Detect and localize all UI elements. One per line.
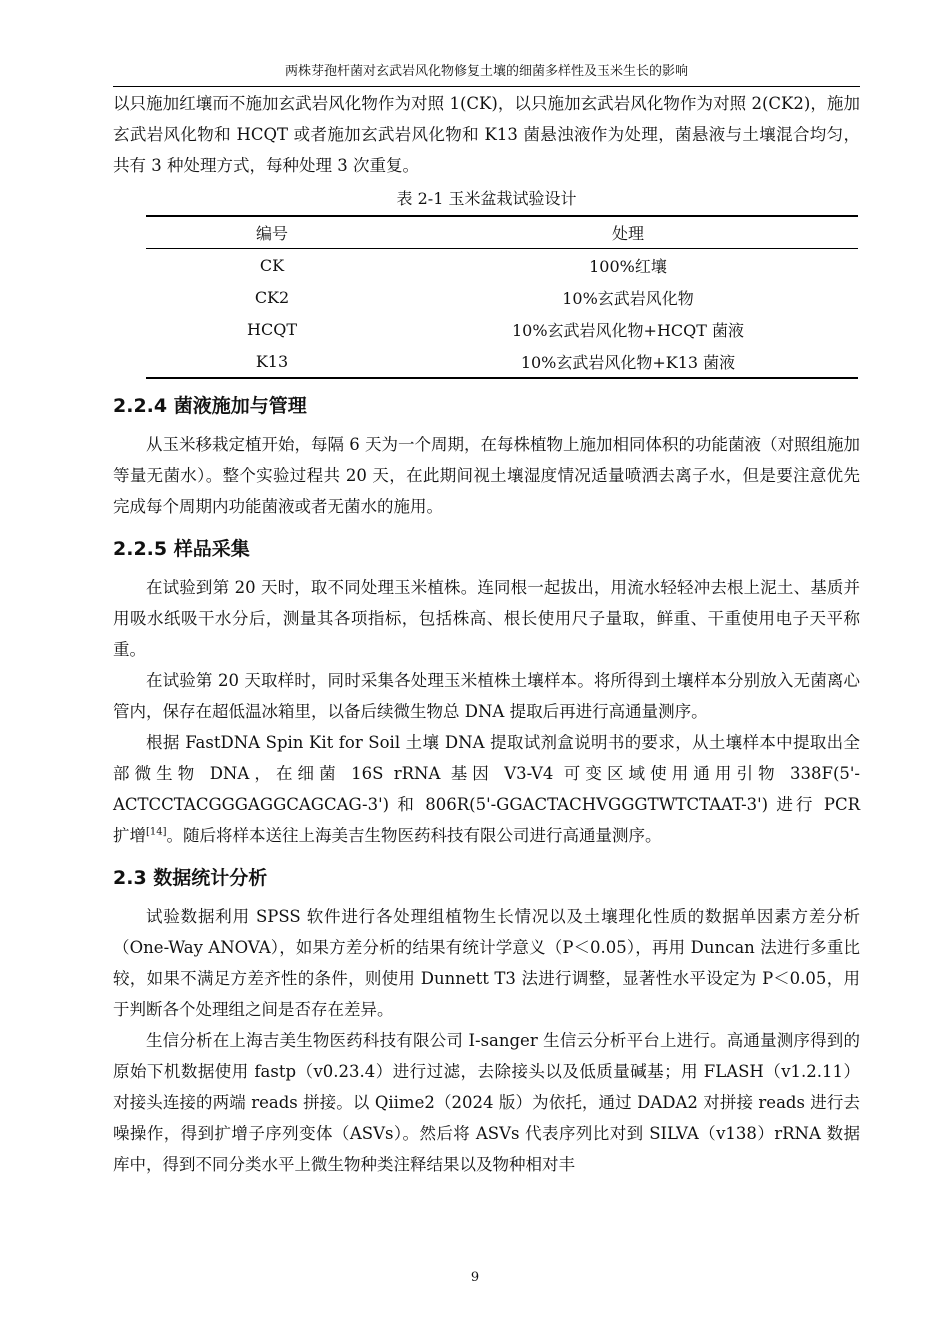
design-table bbox=[146, 215, 858, 379]
table-row bbox=[146, 345, 858, 378]
running-header bbox=[113, 62, 860, 87]
cell-id: HCQT bbox=[247, 319, 297, 339]
paragraph-text: 根据 FastDNA Spin Kit for Soil 土壤 DNA 提取试剂盒说明书的要求，从土壤样本中提取出全部微生物 DNA，在细菌 16S rRNA 基因 V3-V4 可变区域使用通用引物 338F(5'-ACTCCTACGGGAGGCAGCAG-3') 和 806R(5'-GGACTACHVGGGTWTCTAAT-3') 进行 PCR 扩增 bbox=[113, 733, 860, 845]
intro-paragraph: 以只施加红壤而不施加玄武岩风化物作为对照 1(CK)，以只施加玄武岩风化物作为对照 2(CK2)，施加玄武岩风化物和 HCQT 或者施加玄武岩风化物和 K13 菌悬浊液作为处理，菌悬液与土壤混合均匀，共有 3 种处理方式，每种处理 3 次重复。 bbox=[113, 94, 860, 175]
paragraph-text: 。随后将样本送往上海美吉生物医药科技有限公司进行高通量测序。 bbox=[166, 826, 662, 845]
table-row bbox=[146, 249, 858, 282]
column-header-treatment: 处理 bbox=[398, 216, 858, 249]
section-heading-2-2-5: 2.2.5 样品采集 bbox=[113, 538, 250, 560]
cell-id: K13 bbox=[255, 351, 289, 371]
paragraph: 试验数据利用 SPSS 软件进行各处理组植物生长情况以及土壤理化性质的数据单因素方差分析（One-Way ANOVA），如果方差分析的结果有统计学意义（P＜0.05），再用 Duncan 法进行多重比较，如果不满足方差齐性的条件，则使用 Dunnett T3 法进行调整，显著性水平设定为 P＜0.05，用于判断各个处理组之间是否存在差异。 bbox=[113, 907, 860, 1019]
cell-treatment: 10%玄武岩风化物 bbox=[562, 288, 694, 308]
table-caption: 表 2-1 玉米盆栽试验设计 bbox=[396, 189, 577, 208]
section-heading-2-3: 2.3 数据统计分析 bbox=[113, 867, 268, 889]
cell-id: CK bbox=[259, 255, 285, 275]
paragraph: 生信分析在上海吉美生物医药科技有限公司 I-sanger 生信云分析平台上进行。高通量测序得到的原始下机数据使用 fastp（v0.23.4）进行过滤，去除接头以及低质量碱基；用 FLASH（v1.2.11）对接头连接的两端 reads 拼接。以 Qiime2（2024 版）为依托，通过 DADA2 对拼接 reads 进行去噪操作，得到扩增子序列变体（ASVs）。然后将 ASVs 代表序列比对到 SILVA（v138）rRNA 数据库中，得到不同分类水平上微生物种类注释结果以及物种相对丰 bbox=[113, 1031, 860, 1174]
paragraph: 从玉米移栽定植开始，每隔 6 天为一个周期，在每株植物上施加相同体积的功能菌液（对照组施加等量无菌水）。整个实验过程共 20 天，在此期间视土壤湿度情况适量喷洒去离子水，但是要注意优先完成每个周期内功能菌液或者无菌水的施用。 bbox=[113, 435, 860, 516]
page-number: 9 bbox=[470, 1270, 480, 1285]
running-title: 两株芽孢杆菌对玄武岩风化物修复土壤的细菌多样性及玉米生长的影响 bbox=[284, 64, 688, 79]
table-row bbox=[146, 313, 858, 345]
section-heading-2-2-4: 2.2.4 菌液施加与管理 bbox=[113, 395, 307, 417]
page-body bbox=[113, 88, 860, 1180]
paragraph: 在试验第 20 天取样时，同时采集各处理玉米植株土壤样本。将所得到土壤样本分别放入无菌离心管内，保存在超低温冰箱里，以备后续微生物总 DNA 提取后再进行高通量测序。 bbox=[113, 671, 860, 721]
cell-treatment: 10%玄武岩风化物+HCQT 菌液 bbox=[511, 320, 745, 340]
cell-treatment: 100%红壤 bbox=[589, 256, 667, 276]
cell-treatment: 10%玄武岩风化物+K13 菌液 bbox=[520, 352, 736, 372]
table-row bbox=[146, 281, 858, 313]
table-header-row bbox=[146, 216, 858, 249]
citation-ref: [14] bbox=[146, 826, 167, 838]
column-header-id: 编号 bbox=[146, 216, 398, 249]
paragraph-with-citation bbox=[113, 727, 860, 851]
paragraph: 在试验到第 20 天时，取不同处理玉米植株。连同根一起拔出，用流水轻轻冲去根上泥土、基质并用吸水纸吸干水分后，测量其各项指标，包括株高、根长使用尺子量取，鲜重、干重使用电子天平称重。 bbox=[113, 578, 860, 659]
cell-id: CK2 bbox=[254, 287, 290, 307]
